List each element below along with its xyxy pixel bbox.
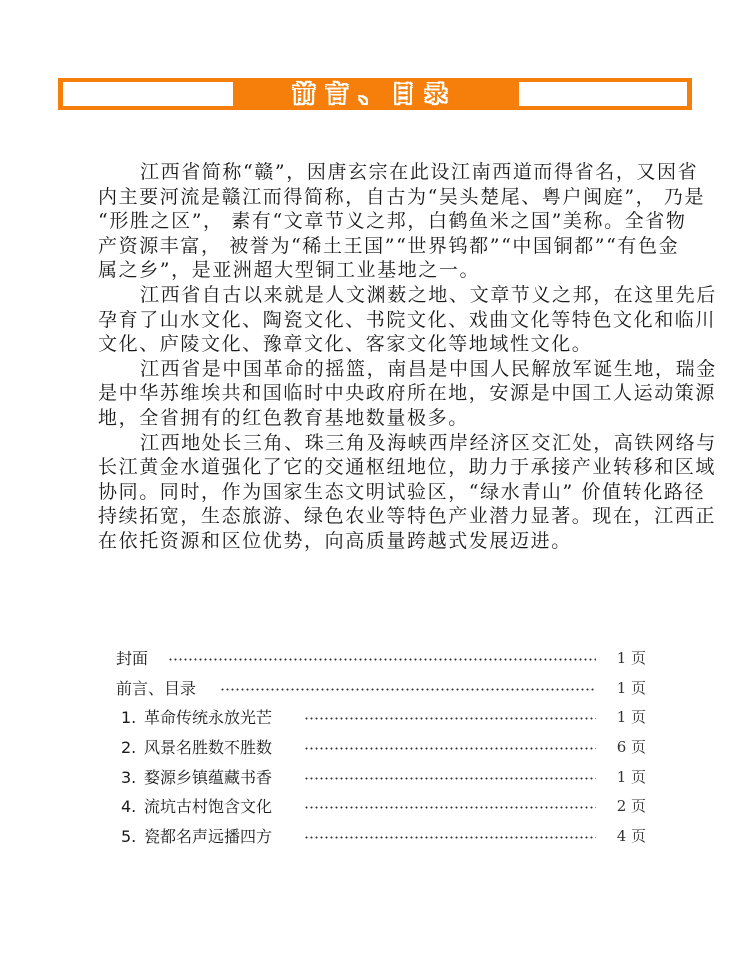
toc-entry-preface[interactable] xyxy=(116,674,646,704)
toc-page-number: 1 页 xyxy=(616,708,646,727)
text-line: 是中华苏维埃共和国临时中央政府所在地，安源是中国工人运动策源 xyxy=(98,382,717,405)
text-line: 江西地处长三角、珠三角及海峡西岸经济区交汇处，高铁网络与 xyxy=(140,431,717,454)
text-line: 江西省自古以来就是人文渊薮之地、文章节义之邦，在这里先后 xyxy=(140,283,717,306)
section-title: 前言、目录 xyxy=(293,82,459,106)
toc-chapter-title: 革命传统永放光芒 xyxy=(144,708,273,728)
toc-chapter-2[interactable] xyxy=(116,733,646,763)
toc-page-number: 1 页 xyxy=(616,678,646,697)
toc-page-number: 4 页 xyxy=(616,827,646,846)
table-of-contents xyxy=(116,644,646,852)
text-line: “形胜之区”， 素有“文章节义之邦，白鹤鱼米之国”美称。全省物 xyxy=(98,210,687,233)
toc-chapter-title: 风景名胜数不胜数 xyxy=(144,738,273,758)
toc-chapter-number: 4. xyxy=(121,797,137,817)
text-line: 文化、庐陵文化、豫章文化、客家文化等地域性文化。 xyxy=(98,333,593,356)
toc-chapter-title: 瓷都名声远播四方 xyxy=(144,827,273,847)
text-line: 长江黄金水道强化了它的交通枢纽地位，助力于承接产业转移和区域 xyxy=(98,456,717,479)
header-right-box xyxy=(519,82,687,106)
preface-paragraph-4 xyxy=(98,431,717,554)
toc-chapter-number: 1. xyxy=(121,708,137,728)
toc-entry-cover[interactable] xyxy=(116,644,646,674)
toc-chapter-number: 5. xyxy=(121,827,137,847)
toc-chapter-4[interactable] xyxy=(116,792,646,822)
toc-entry-title: 封面 xyxy=(116,649,149,668)
preface-paragraph-1 xyxy=(98,160,706,283)
text-line: 产资源丰富， 被誉为“稀土王国”“世界钨都”“中国铜都”“有色金 xyxy=(98,234,680,257)
text-line: 在依托资源和区位优势，向高质量跨越式发展迈进。 xyxy=(98,529,572,552)
toc-entry-title: 前言、目录 xyxy=(116,678,197,698)
toc-chapter-3[interactable] xyxy=(116,763,646,793)
section-header-bar xyxy=(58,78,692,110)
toc-dot-leader xyxy=(168,658,596,661)
toc-page-number: 2 页 xyxy=(616,797,646,816)
toc-chapter-1[interactable] xyxy=(116,703,646,733)
toc-dot-leader xyxy=(304,717,596,720)
text-line: 地，全省拥有的红色教育基地数量极多。 xyxy=(98,406,469,429)
text-line: 江西省是中国革命的摇篮，南昌是中国人民解放军诞生地，瑞金 xyxy=(140,357,717,380)
toc-dot-leader xyxy=(304,836,596,839)
toc-page-number: 6 页 xyxy=(616,738,646,757)
text-line: 持续拓宽，生态旅游、绿色农业等特色产业潜力显著。现在，江西正 xyxy=(98,505,717,528)
toc-dot-leader xyxy=(304,777,596,780)
toc-chapter-title: 婺源乡镇蕴藏书香 xyxy=(144,767,273,787)
header-left-box xyxy=(63,82,233,106)
toc-chapter-number: 2. xyxy=(121,738,137,758)
text-line: 内主要河流是赣江而得简称，自古为“吴头楚尾、粤户闽庭”， 乃是 xyxy=(98,185,706,208)
preface-paragraph-3 xyxy=(98,357,717,431)
text-line: 孕育了山水文化、陶瓷文化、书院文化、戏曲文化等特色文化和临川 xyxy=(98,308,717,331)
text-line: 协同。同时，作为国家生态文明试验区，“绿水青山” 价值转化路径 xyxy=(98,480,706,503)
toc-page-number: 1 页 xyxy=(616,767,646,786)
toc-chapter-5[interactable] xyxy=(116,822,646,852)
toc-chapter-title: 流坑古村饱含文化 xyxy=(144,797,273,817)
toc-dot-leader xyxy=(304,806,596,809)
toc-chapter-number: 3. xyxy=(121,767,137,787)
toc-dot-leader xyxy=(220,688,596,691)
toc-page-number: 1 页 xyxy=(616,649,646,667)
text-line: 江西省简称“赣”，因唐玄宗在此设江南西道而得省名，又因省 xyxy=(140,161,699,183)
toc-dot-leader xyxy=(304,747,596,750)
preface-text xyxy=(98,160,717,554)
text-line: 属之乡”，是亚洲超大型铜工业基地之一。 xyxy=(98,259,481,282)
preface-paragraph-2 xyxy=(98,283,717,357)
